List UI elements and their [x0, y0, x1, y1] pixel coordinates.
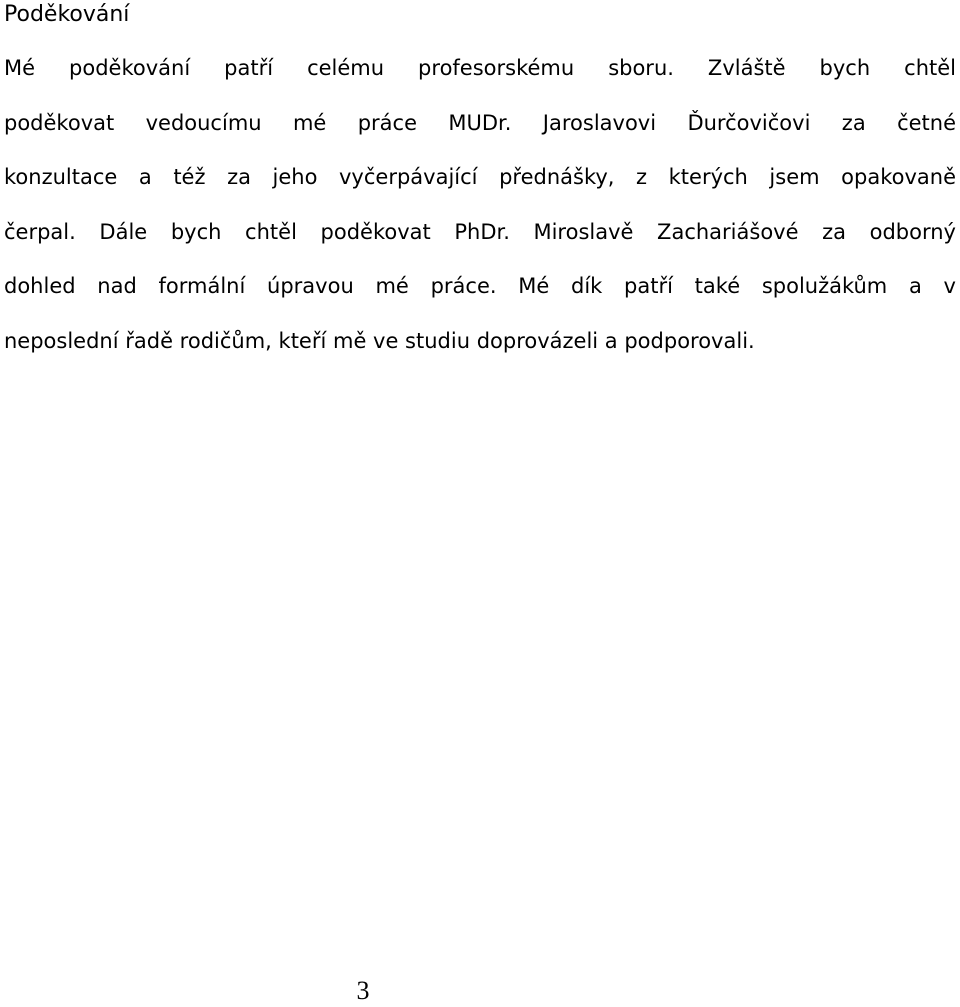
acknowledgement-paragraph [4, 46, 956, 373]
page-heading: Poděkování [4, 2, 130, 27]
paragraph-line: Mé poděkování patří celému profesorskému sboru. Zvláště bych chtěl [4, 56, 956, 80]
paragraph-line: konzultace a též za jeho vyčerpávající přednášky, z kterých jsem opakovaně [4, 165, 956, 189]
paragraph-line: poděkovat vedoucímu mé práce MUDr. Jaroslavovi Ďurčovičovi za četné [4, 110, 956, 135]
paragraph-line: dohled nad formální úpravou mé práce. Mé dík patří také spolužákům a v [4, 274, 956, 298]
paragraph-line: čerpal. Dále bych chtěl poděkovat PhDr. Miroslavě Zachariášové za odborný [4, 219, 956, 244]
paragraph-line: neposlední řadě rodičům, kteří mě ve studiu doprovázeli a podporovali. [4, 328, 755, 353]
page-number: 3 [356, 976, 370, 1005]
